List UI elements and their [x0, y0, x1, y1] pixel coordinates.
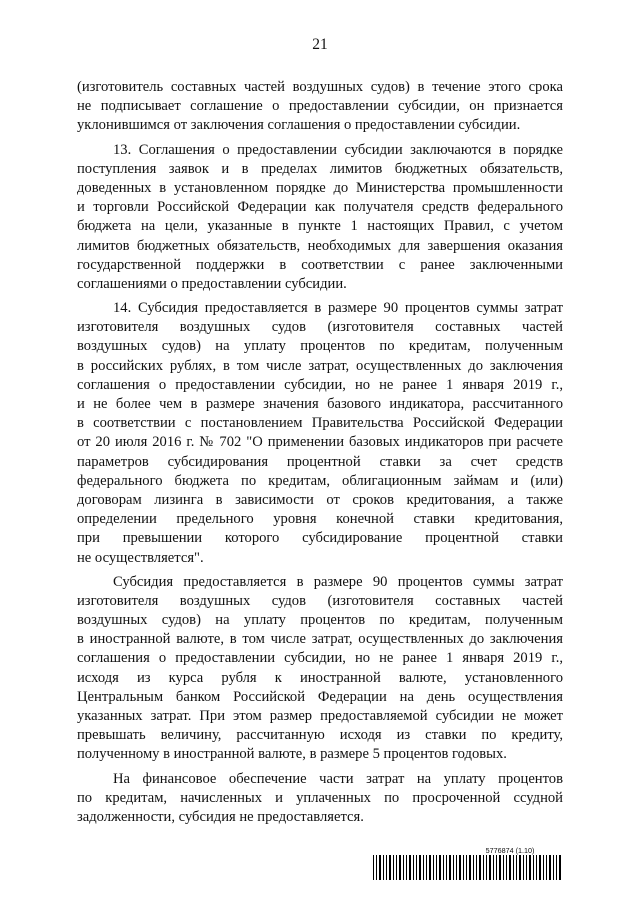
paragraph-3-line-10: федерального бюджета по кредитам, облигационным займам и (или): [77, 472, 563, 489]
paragraph-3-line-2: изготовителя воздушных судов (изготовителя составных частей: [77, 319, 563, 336]
paragraph-3-line-14: не осуществляется".: [77, 549, 204, 566]
paragraph-2-line-7: государственной поддержки в соответствии с ранее заключенными: [77, 256, 563, 273]
paragraph-5-line-1: На финансовое обеспечение части затрат на уплату процентов: [113, 770, 563, 787]
paragraph-3-line-1: 14. Субсидия предоставляется в размере 90 процентов суммы затрат: [113, 300, 563, 317]
paragraph-4-line-9: превышать величину, рассчитанную исходя из ставки по кредиту,: [77, 727, 563, 744]
paragraph-5-line-2: по кредитам, начисленных и уплаченных по просроченной ссудной: [77, 789, 563, 806]
page-number: 21: [312, 36, 328, 53]
paragraph-3-line-3: воздушных судов) на уплату процентов по кредитам, полученным: [77, 338, 563, 355]
paragraph-2-line-8: соглашениями о предоставлении субсидии.: [77, 275, 347, 292]
paragraph-3-line-8: от 20 июля 2016 г. № 702 "О применении базовых индикаторов при расчете: [77, 434, 563, 451]
paragraph-2-line-3: доведенных в установленном порядке до Министерства промышленности: [77, 179, 563, 196]
paragraph-3-line-12: определении предельного уровня конечной ставки кредитования,: [77, 511, 563, 528]
paragraph-4-line-1: Субсидия предоставляется в размере 90 процентов суммы затрат: [113, 573, 563, 590]
paragraph-2-line-4: и торговли Российской Федерации как получателя средств федерального: [77, 199, 563, 216]
paragraph-2-line-1: 13. Соглашения о предоставлении субсидии заключаются в порядке: [113, 141, 563, 158]
barcode-image: [373, 855, 563, 880]
paragraph-5-line-3: задолженности, субсидия не предоставляется.: [77, 808, 364, 825]
paragraph-4-line-10: полученному в иностранной валюте, в размере 5 процентов годовых.: [77, 746, 507, 763]
paragraph-4-line-3: воздушных судов) на уплату процентов по кредитам, полученным: [77, 612, 563, 629]
paragraph-1-line-2: не подписывает соглашение о предоставлении субсидии, он признается: [77, 98, 563, 115]
paragraph-1-line-1: (изготовитель составных частей воздушных судов) в течение этого срока: [77, 79, 563, 95]
document-body: [77, 78, 563, 827]
paragraph-2-line-6: лимитов бюджетных обязательств, необходимых для завершения оказания: [77, 237, 563, 254]
paragraph-4-line-6: исходя из курса рубля к иностранной валюте, установленного: [77, 669, 563, 686]
paragraph-4-line-2: изготовителя воздушных судов (изготовителя составных частей: [77, 592, 563, 609]
paragraph-3-line-7: в соответствии с постановлением Правительства Российской Федерации: [77, 415, 563, 432]
paragraph-2-line-2: поступления заявок и в пределах лимитов бюджетных обязательств,: [77, 160, 563, 177]
paragraph-4-line-7: Центральным банком Российской Федерации на день осуществления: [77, 688, 563, 705]
paragraph-2-line-5: бюджета на цели, указанные в пункте 1 настоящих Правил, с учетом: [77, 218, 563, 235]
document-code: 5776874 (1.10): [485, 846, 535, 855]
paragraph-4-line-8: указанных затрат. При этом размер предоставляемой субсидии не может: [77, 708, 563, 724]
paragraph-1-line-3: уклонившимся от заключения соглашения о предоставлении субсидии.: [77, 117, 521, 134]
paragraph-3-line-6: и не более чем в размере значения базового индикатора, рассчитанного: [77, 396, 563, 412]
paragraph-4-line-5: соглашения о предоставлении субсидии, но не ранее 1 января 2019 г.,: [77, 650, 563, 667]
paragraph-3-line-11: договорам лизинга в зависимости от сроков кредитования, а также: [77, 491, 563, 508]
paragraph-3-line-13: при превышении которого субсидирование процентной ставки: [77, 530, 563, 547]
paragraph-4-line-4: в иностранной валюте, в том числе затрат, осуществленных до заключения: [77, 631, 563, 648]
paragraph-3-line-9: параметров субсидирования процентной ставки за счет средств: [77, 453, 563, 470]
paragraph-3-line-5: соглашения о предоставлении субсидии, но не ранее 1 января 2019 г.,: [77, 376, 563, 393]
paragraph-3-line-4: в российских рублях, в том числе затрат, осуществленных до заключения: [77, 357, 563, 374]
